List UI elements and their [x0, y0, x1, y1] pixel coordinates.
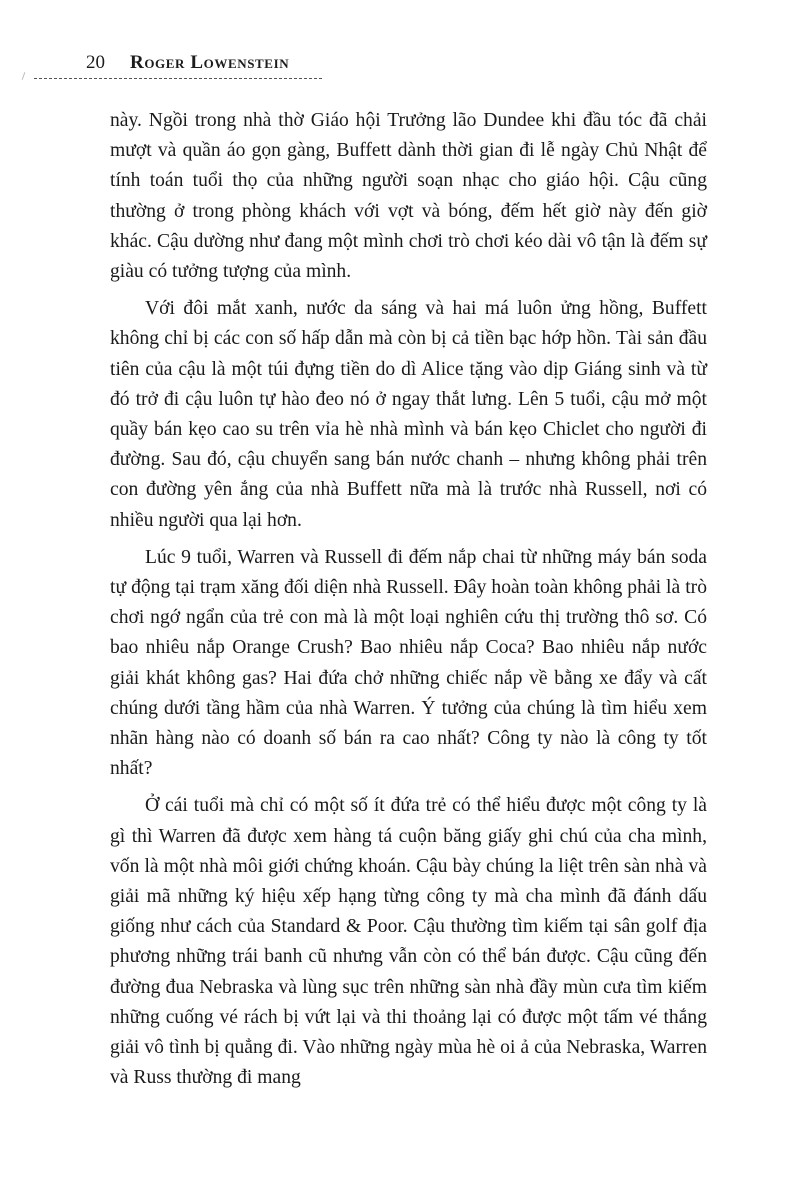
body-text [110, 106, 707, 1101]
corner-mark [22, 72, 26, 80]
paragraph-1: này. Ngồi trong nhà thờ Giáo hội Trưởng lão Dundee khi đầu tóc đã chải mượt và quần áo gọn gàng, Buffett dành thời gian đi lễ ngày Chủ Nhật để tính toán tuổi thọ của những người soạn nhạc cho giáo hội. Cậu cũng thường ở trong phòng khách với vợt và bóng, đếm hết giờ này đến giờ khác. Cậu dường như đang một mình chơi trò chơi kéo dài vô tận là đếm sự giàu có tưởng tượng của mình. [110, 110, 707, 283]
paragraph-4: Ở cái tuổi mà chỉ có một số ít đứa trẻ có thể hiểu được một công ty là gì thì Warren đã được xem hàng tá cuộn băng giấy ghi chú của cha mình, vốn là một nhà môi giới chứng khoán. Cậu bày chúng la liệt trên sàn nhà và giải mã những ký hiệu xếp hạng từng công ty mà cha mình đã đánh dấu giống như cách của Standard & Poor. Cậu thường tìm kiếm tại sân golf địa phương những trái banh cũ nhưng vẫn còn có thể bán được. Cậu cũng đến đường đua Nebraska và lùng sục trên những sàn nhà đầy mùn cưa tìm kiếm những cuống vé rách bị vứt lại và thi thoảng lại có được một tấm vé thắng giải vô tình bị quẳng đi. Vào những ngày mùa hè oi ả của Nebraska, Warren và Russ thường đi mang [110, 795, 707, 1089]
running-header [86, 52, 289, 78]
page-number: 20 [86, 52, 105, 73]
running-header-author: Roger Lowenstein [130, 52, 290, 73]
paragraph-2: Với đôi mắt xanh, nước da sáng và hai má luôn ửng hồng, Buffett không chỉ bị các con số hấp dẫn mà còn bị cả tiền bạc hớp hồn. Tài sản đầu tiên của cậu là một túi đựng tiền do dì Alice tặng vào dịp Giáng sinh và từ đó trở đi cậu luôn tự hào đeo nó ở ngay thắt lưng. Lên 5 tuổi, cậu mở một quầy bán kẹo cao su trên vỉa hè nhà mình và bán kẹo Chiclet cho người đi đường. Sau đó, cậu chuyển sang bán nước chanh – nhưng không phải trên con đường yên ắng của nhà Buffett nữa mà là trước nhà Russell, nơi có nhiều người qua lại hơn. [110, 298, 707, 531]
header-divider [34, 78, 322, 79]
paragraph-3: Lúc 9 tuổi, Warren và Russell đi đếm nắp chai từ những máy bán soda tự động tại trạm xăng đối diện nhà Russell. Đây hoàn toàn không phải là trò chơi ngớ ngẩn của trẻ con mà là một loại nghiên cứu thị trường thô sơ. Có bao nhiêu nắp Orange Crush? Bao nhiêu nắp Coca? Bao nhiêu nắp nước giải khát không gas? Hai đứa chở những chiếc nắp về bằng xe đẩy và cất chúng dưới tầng hầm của nhà Warren. Ý tưởng của chúng là tìm hiểu xem nhãn hàng nào có doanh số bán ra cao nhất? Công ty nào là công ty tốt nhất? [110, 546, 707, 780]
